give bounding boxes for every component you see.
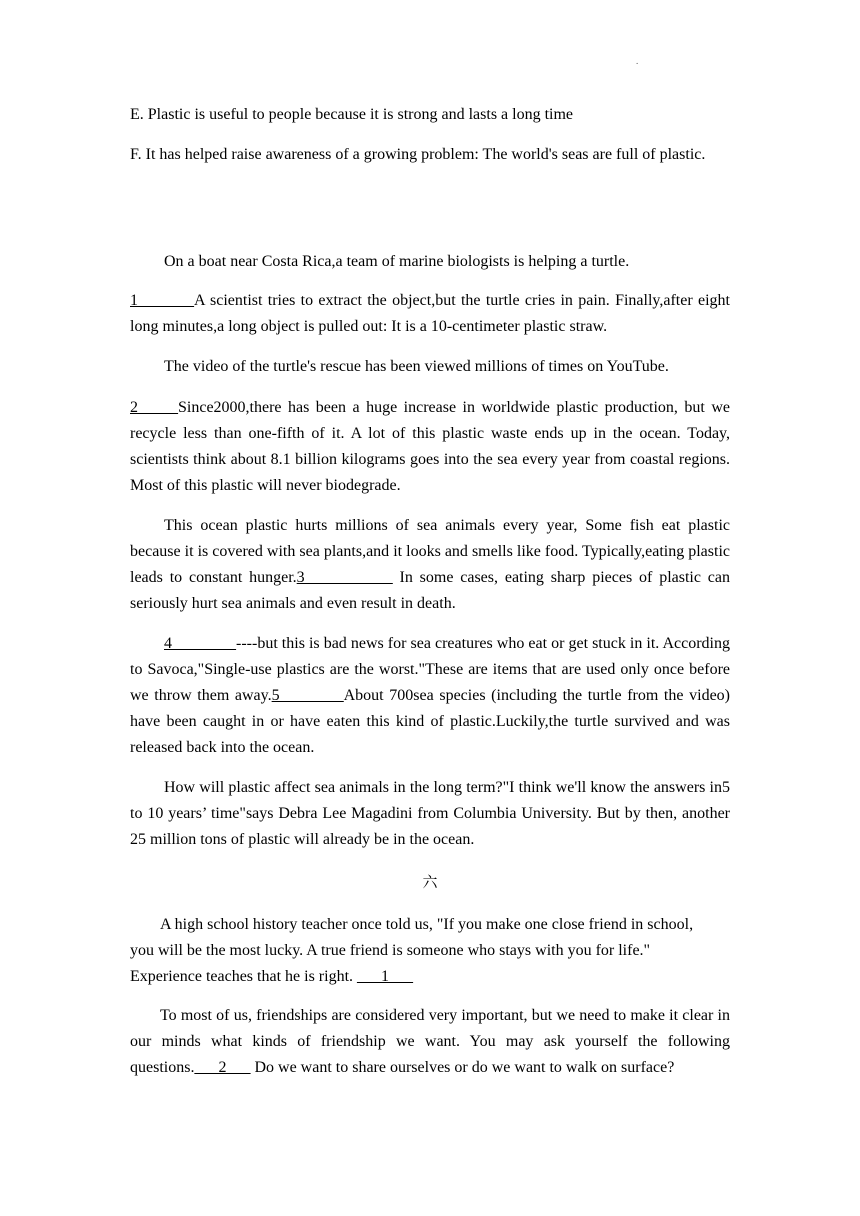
blank-6-1[interactable]: ___1___ bbox=[357, 968, 414, 985]
paragraph-text: A high school history teacher once told us, "If you make one close friend in school, you will be the most lucky. A true friend is someone who stays with you for life." Experience teaches that he is right. bbox=[130, 916, 694, 985]
paragraph-text-continued: Do we want to share ourselves or do we want to walk on surface? bbox=[250, 1059, 675, 1076]
option-f: F. It has helped raise awareness of a growing problem: The world's seas are full of plastic. bbox=[130, 146, 706, 163]
passage-paragraph-1: On a boat near Costa Rica,a team of marine biologists is helping a turtle. bbox=[164, 253, 630, 270]
passage-paragraph-7: How will plastic affect sea animals in the long term?"I think we'll know the answers in5 to 10 years’ time"says Debra Lee Magadini from Columbia University. But by then, another 25 million tons of plastic will already be in the ocean. bbox=[130, 779, 730, 848]
paragraph-text: ----but this is bad news for sea creatures who eat or get stuck in it. According to Savoca,"Single-use plastics are the worst."These are items that are used only once before we throw them away. bbox=[130, 635, 730, 704]
paragraph-text: To most of us, friendships are considered very important, but we need to make it clear in our minds what kinds of friendship we want. You may ask yourself the following questions. bbox=[130, 1007, 730, 1076]
passage-paragraph-3: The video of the turtle's rescue has been viewed millions of times on YouTube. bbox=[164, 358, 669, 375]
passage-paragraph-5 bbox=[130, 513, 730, 617]
page-corner-mark: . bbox=[636, 56, 639, 66]
paragraph-text: This ocean plastic hurts millions of sea animals every year, Some fish eat plastic because it is covered with sea plants,and it looks and smells like food. Typically,eating plastic leads to constant hunger. bbox=[130, 517, 730, 586]
paragraph-text-continued: In some cases, eating sharp pieces of plastic can seriously hurt sea animals and even result in death. bbox=[130, 569, 730, 612]
blank-3[interactable]: 3___________ bbox=[296, 569, 393, 586]
passage-paragraph-6 bbox=[130, 631, 730, 761]
paragraph-text: A scientist tries to extract the object,but the turtle cries in pain. Finally,after eight long minutes,a long object is pulled out: It is a 10-centimeter plastic straw. bbox=[130, 292, 730, 335]
passage-paragraph-2 bbox=[130, 288, 730, 340]
passage-paragraph-4 bbox=[130, 395, 730, 499]
blank-1[interactable]: 1_______ bbox=[130, 292, 194, 309]
section-heading: 六 bbox=[422, 873, 438, 891]
blank-5[interactable]: 5________ bbox=[271, 687, 344, 704]
paragraph-text-continued: About 700sea species (including the turtle from the video) have been caught in or have eaten this kind of plastic.Luckily,the turtle survived and was released back into the ocean. bbox=[130, 687, 730, 756]
section6-paragraph-2 bbox=[130, 1003, 730, 1081]
section6-paragraph-1 bbox=[130, 912, 695, 990]
blank-4[interactable]: 4________ bbox=[164, 635, 236, 652]
blank-6-2[interactable]: ___2___ bbox=[194, 1059, 251, 1076]
option-e: E. Plastic is useful to people because it is strong and lasts a long time bbox=[130, 106, 574, 123]
blank-2[interactable]: 2_____ bbox=[130, 399, 178, 416]
paragraph-text: Since2000,there has been a huge increase in worldwide plastic production, but we recycle less than one-fifth of it. A lot of this plastic waste ends up in the ocean. Today, scientists think about 8.1 billion kilograms goes into the sea every year from coastal regions. Most of this plastic will never biodegrade. bbox=[130, 399, 730, 494]
